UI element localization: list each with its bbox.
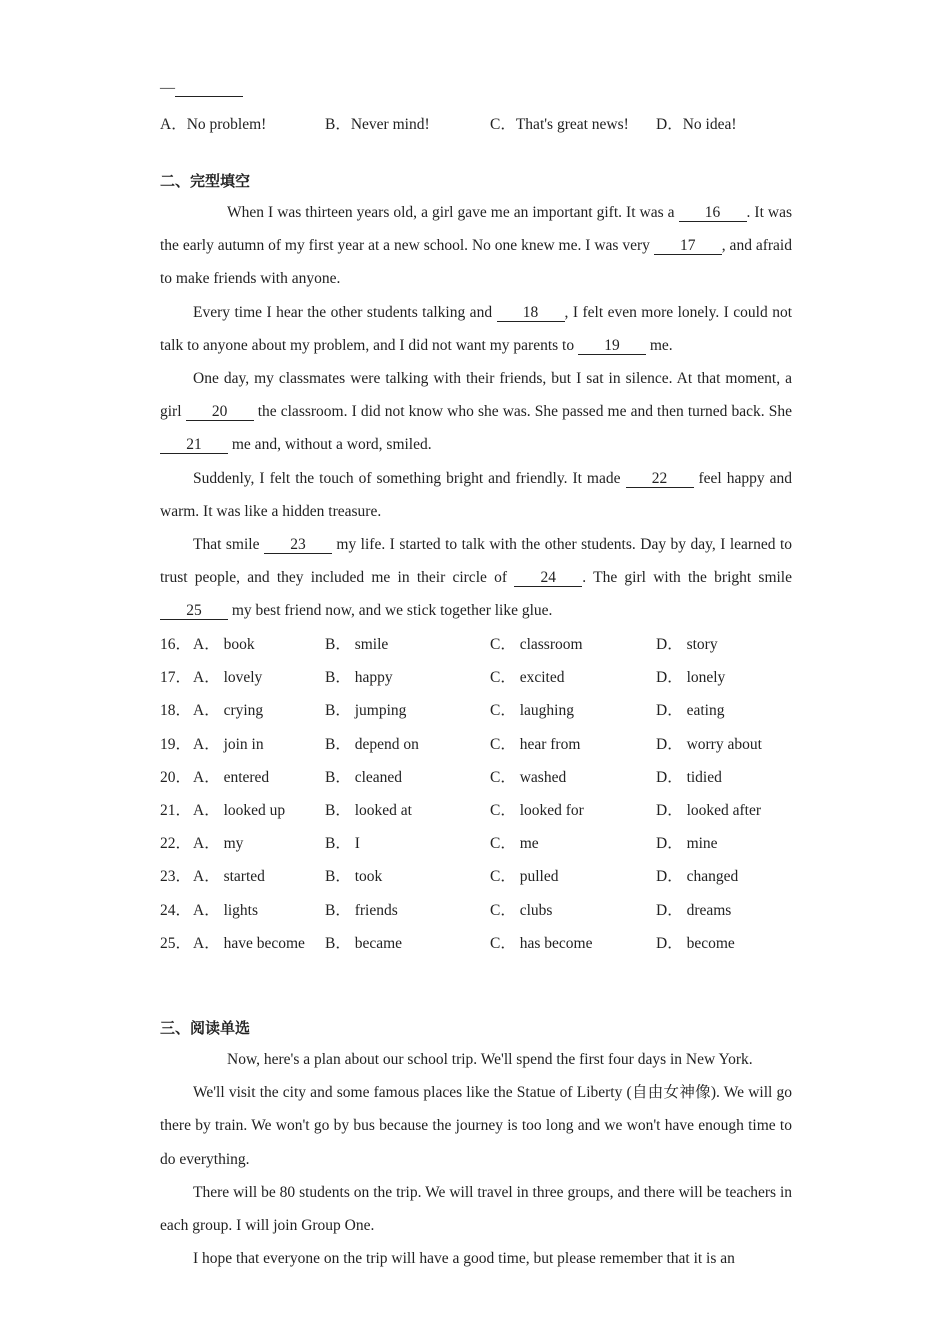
paragraph-text: me. (646, 336, 673, 354)
cloze-blank: 20 (186, 404, 254, 421)
cloze-blank: 21 (160, 437, 228, 454)
question-row (160, 732, 800, 756)
cloze-paragraph (160, 296, 792, 362)
cloze-paragraph (160, 528, 792, 628)
option-c: C． me (490, 835, 539, 853)
cloze-paragraph (160, 462, 792, 528)
option-d: D． dreams (656, 901, 732, 919)
dash-mark: — (160, 80, 175, 96)
option-c: C． clubs (490, 901, 553, 919)
question-number: 22． (160, 835, 192, 853)
paragraph-text: my life. I started to talk with the other students. Day by day, I learned to trust people, and they included me in their circle of (160, 536, 792, 587)
option-d: D．No idea! (656, 116, 737, 133)
cloze-blank: 23 (264, 537, 332, 554)
option-c: C． hear from (490, 735, 581, 753)
question-row (160, 864, 800, 888)
cloze-blank: 18 (497, 305, 565, 322)
paragraph-text: my best friend now, and we stick together like glue. (228, 602, 553, 620)
option-d: D． worry about (656, 735, 762, 753)
option-a: A． crying (193, 702, 264, 720)
question-row (160, 632, 800, 656)
reading-passage (160, 1043, 792, 1275)
paragraph-text: Suddenly, I felt the touch of something bright and friendly. It made (193, 469, 626, 487)
question-row (160, 831, 800, 855)
cloze-blank: 17 (654, 238, 722, 255)
cloze-blank: 16 (679, 205, 747, 222)
question-number: 19． (160, 735, 192, 753)
option-c: C． classroom (490, 636, 583, 653)
answer-line (160, 80, 243, 97)
question-number: 18． (160, 702, 192, 720)
option-b: B． took (325, 868, 383, 886)
option-b: B． became (325, 934, 403, 952)
reading-paragraph: Now, here's a plan about our school trip. We'll spend the first four days in New York. (227, 1051, 753, 1068)
paragraph-text: . The girl with the bright smile (582, 569, 792, 587)
paragraph-text: One day, my classmates were talking with their friends, but I sat in silence. At that moment, a girl (160, 370, 792, 421)
option-c: C． pulled (490, 868, 559, 886)
question-number: 17． (160, 669, 192, 687)
option-d: D． story (656, 636, 718, 653)
option-c: C． laughing (490, 702, 574, 720)
cloze-passage (160, 196, 792, 628)
question-number: 20． (160, 768, 192, 786)
reading-paragraph: I hope that everyone on the trip will have a good time, but please remember that it is an (193, 1250, 735, 1268)
option-b: B． cleaned (325, 768, 403, 786)
paragraph-text: That smile (193, 536, 264, 554)
option-c: C． has become (490, 934, 593, 952)
option-d: D． changed (656, 868, 739, 886)
option-c: C． washed (490, 768, 567, 786)
option-b: B． happy (325, 669, 393, 687)
cloze-blank: 19 (578, 338, 646, 355)
option-b: B． depend on (325, 735, 419, 753)
option-d: D． lonely (656, 669, 726, 687)
option-b: B． looked at (325, 802, 412, 819)
question-row (160, 798, 800, 822)
paragraph-text: , I felt even more lonely. I could not talk to anyone about my problem, and I did not want my parents to (160, 303, 792, 354)
paragraph-text: me and, without a word, smiled. (228, 436, 432, 454)
question-row (160, 698, 800, 722)
paragraph-text: , and afraid to make friends with anyone. (160, 237, 792, 288)
question-row (160, 931, 800, 955)
option-c: C．That's great news! (490, 116, 629, 133)
question-number: 25． (160, 934, 192, 952)
option-b: B．Never mind! (325, 116, 430, 133)
cloze-blank: 25 (160, 603, 228, 620)
option-a: A． join in (193, 735, 264, 753)
option-d: D． become (656, 934, 735, 952)
question-number: 23． (160, 868, 192, 886)
reading-paragraph: We'll visit the city and some famous places like the Statue of Liberty (自由女神像). We will go there by train. We won't go by bus because the journey is too long and we won't have enough time to do everything. (160, 1084, 792, 1168)
option-a: A． entered (193, 768, 270, 786)
paragraph-text: the classroom. I did not know who she was. She passed me and then turned back. She (253, 403, 792, 421)
option-b: B． jumping (325, 702, 407, 720)
answer-blank (175, 83, 243, 97)
option-d: D． looked after (656, 802, 762, 819)
paragraph-text: . It was the early autumn of my first year at a new school. No one knew me. I was very (160, 204, 792, 255)
cloze-paragraph (160, 362, 792, 462)
option-d: D． eating (656, 702, 725, 720)
option-a: A． have become (193, 934, 305, 952)
question-number: 24． (160, 901, 192, 919)
section-heading-cloze: 二、完型填空 (160, 172, 251, 190)
question-number: 16． (160, 636, 192, 653)
section-heading-reading: 三、阅读单选 (160, 1019, 251, 1037)
option-c: C． excited (490, 669, 565, 687)
paragraph-text: Every time I hear the other students talking and (193, 303, 497, 321)
option-b: B． friends (325, 901, 398, 919)
cloze-blank: 22 (626, 471, 694, 488)
option-d: D． mine (656, 835, 718, 853)
option-b: B． I (325, 835, 360, 853)
option-d: D． tidied (656, 768, 722, 786)
paragraph-text: feel happy and warm. It was like a hidden treasure. (160, 469, 792, 520)
question-row (160, 765, 800, 789)
question-row (160, 665, 800, 689)
option-b: B． smile (325, 636, 389, 653)
question-row (160, 898, 800, 922)
option-a: A． lovely (193, 669, 263, 687)
cloze-paragraph (160, 196, 792, 296)
option-a: A． lights (193, 901, 259, 919)
option-a: A． book (193, 636, 255, 653)
option-c: C． looked for (490, 802, 584, 819)
question-number: 21． (160, 802, 192, 819)
option-a: A． looked up (193, 802, 286, 819)
option-a: A． started (193, 868, 265, 886)
option-a: A． my (193, 835, 244, 853)
reading-paragraph: There will be 80 students on the trip. We will travel in three groups, and there will be teachers in each group. I will join Group One. (160, 1183, 792, 1235)
paragraph-text: When I was thirteen years old, a girl gave me an important gift. It was a (227, 204, 679, 221)
cloze-blank: 24 (514, 570, 582, 587)
option-a: A．No problem! (160, 116, 267, 133)
